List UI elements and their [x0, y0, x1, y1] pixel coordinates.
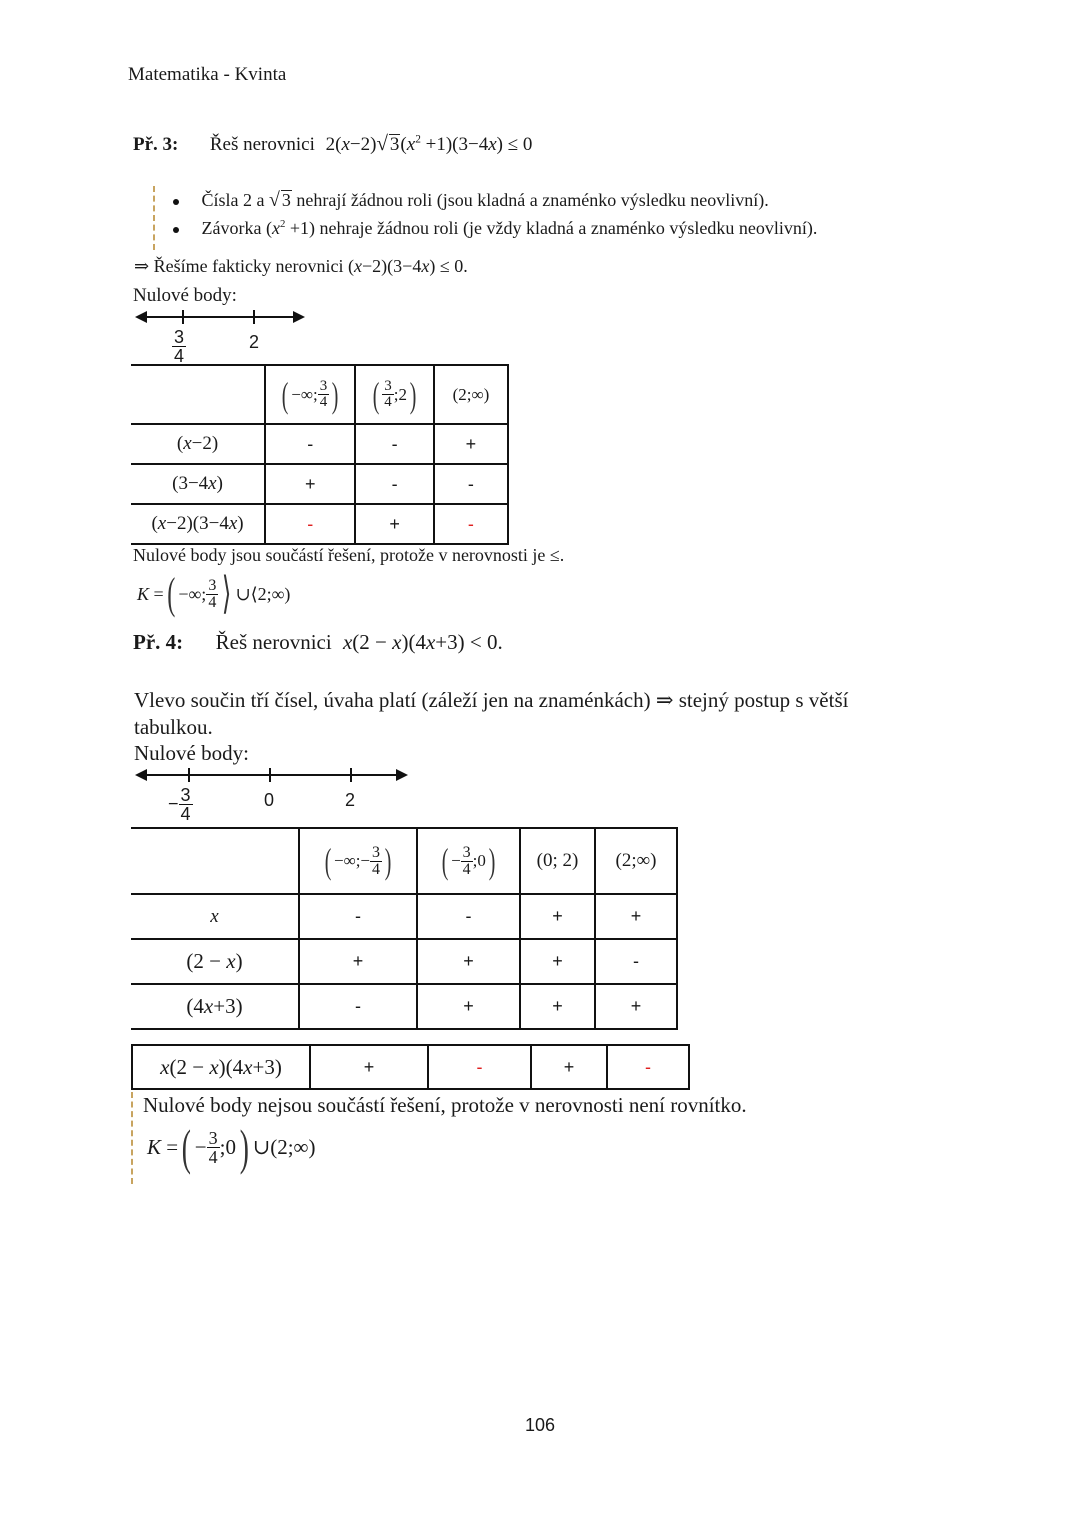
factor-label: (2 − x): [131, 939, 299, 984]
example4-solution: K = ( − $\frac{3}{4}$ ;0 ) ∪(2;∞): [147, 1119, 316, 1175]
number-line-label-0: 0: [264, 790, 275, 810]
interval-header: ( −∞;− $\frac{3}{4}$ ): [299, 828, 417, 894]
tick-minus-3-4: [188, 768, 190, 782]
example3-conclusion: Nulové body jsou součástí řešení, protože v nerovnosti je ≤.: [133, 545, 565, 565]
number-line-label-2: 2: [345, 790, 356, 810]
example4-label: Př. 4:: [133, 630, 184, 654]
factor-label: (3−4x): [131, 464, 265, 504]
page-header-title: Matematika - Kvinta: [128, 64, 287, 85]
example3-heading: [133, 131, 532, 156]
tick-0: [269, 768, 271, 782]
bullet-icon: [173, 227, 179, 233]
factor-label: (4x+3): [131, 984, 299, 1029]
tick-3-4: [182, 310, 184, 324]
example3-solution: K = ( −∞; $\frac{3}{4}$ ⟩ ∪⟨2;∞): [137, 569, 291, 618]
number-line-ex4: [137, 774, 406, 776]
interval-header: (0; 2): [520, 828, 595, 894]
sign-table-ex4: ( −∞;− $\frac{3}{4}$ ) ( − $\frac{3}{4}$ ;0 ) (0; 2) (2;∞) x - - + + (2 − x) + + + - (4x+3) - + + +: [131, 827, 678, 1030]
example4-zero-points-label: Nulové body:: [134, 741, 249, 765]
sign-result-table-ex4: x(2 − x)(4x+3) + - + -: [131, 1044, 690, 1090]
example3-zero-points-label: Nulové body:: [133, 285, 237, 306]
margin-dashed-line: [153, 186, 155, 250]
tick-2: [350, 768, 352, 782]
number-line-label-3-4: $\frac{3}{4}$: [174, 327, 185, 366]
interval-header: ( − $\frac{3}{4}$ ;0 ): [417, 828, 520, 894]
bracket-math: $(x^2 +1)$: [265, 218, 320, 238]
interval-header: ( −∞; $\frac{3}{4}$ ): [265, 365, 355, 424]
factor-label: (x−2): [131, 424, 265, 464]
example4-explanation-2: tabulkou.: [134, 715, 213, 739]
example3-note-1: Čísla 2 a √ 3 nehrají žádnou roli (jsou kladná a znaménko výsledku neovlivní).: [173, 189, 769, 212]
bullet-icon: [173, 199, 179, 205]
sign-table-ex3: ( −∞; $\frac{3}{4}$ ) ( $\frac{3}{4}$ ;2 ) (2;∞) (x−2) - - + (3−4x) + - - (x−2)(3−4x) - + -: [131, 364, 509, 545]
interval-header: ( $\frac{3}{4}$ ;2 ): [355, 365, 433, 424]
example3-note-2: Závorka $(x^2 +1)$ nehraje žádnou roli (je vždy kladná a znaménko výsledku neovlivní).: [173, 218, 817, 239]
number-line-label-2: 2: [249, 332, 260, 352]
product-label: (x−2)(3−4x): [131, 504, 265, 544]
example3-inequality: 2(x−2)√ $3(x^2 +1)(3-4x) \le 0$: [325, 131, 533, 155]
example3-label: Př. 3:: [133, 134, 179, 155]
example3-reduced: ⇒ Řešíme fakticky nerovnici (x−2)(3−4x) ≤ 0.: [134, 256, 468, 276]
number-line-ex3: [137, 316, 303, 318]
number-line-label-minus-3-4: − $\frac{3}{4}$: [168, 785, 191, 824]
example4-explanation-1: Vlevo součin tří čísel, úvaha platí (záleží jen na znaménkách) ⇒ stejný postup s větší: [134, 688, 849, 712]
example4-task: Řeš nerovnici: [215, 630, 332, 654]
interval-header: (2;∞): [434, 365, 508, 424]
example4-heading: [133, 630, 503, 655]
page-number: 106: [524, 1415, 556, 1435]
example4-conclusion: Nulové body nejsou součástí řešení, protože v nerovnosti není rovnítko.: [143, 1093, 747, 1117]
margin-dashed-line: [131, 1092, 133, 1184]
sqrt3-math: √ 3: [269, 189, 291, 211]
example4-inequality: x(2 − x)(4x+3) < 0.: [342, 630, 503, 654]
factor-label: x: [131, 894, 299, 939]
product-label: x(2 − x)(4x+3): [132, 1045, 310, 1089]
interval-header: (2;∞): [595, 828, 677, 894]
tick-2: [253, 310, 255, 324]
example3-task: Řeš nerovnici: [209, 134, 315, 155]
